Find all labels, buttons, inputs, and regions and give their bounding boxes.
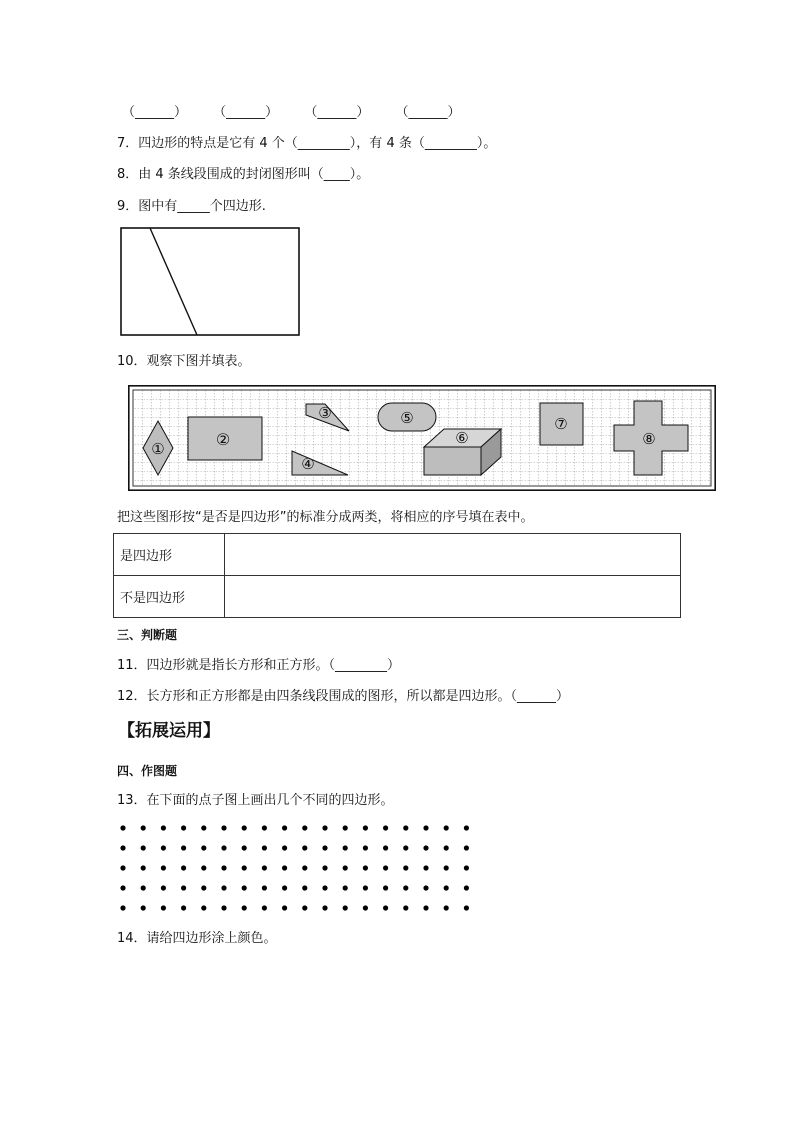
question-13: 13．在下面的点子图上画出几个不同的四边形。 (117, 793, 394, 808)
grid-dot (423, 825, 428, 830)
grid-dot (464, 865, 469, 870)
table-row (114, 576, 681, 618)
shape-label: ⑤ (400, 409, 414, 427)
q10-instruction: 把这些图形按“是否是四边形”的标准分成两类，将相应的序号填在表中。 (117, 510, 534, 525)
grid-dot (120, 845, 125, 850)
grid-dot (302, 905, 307, 910)
grid-dot (242, 845, 247, 850)
question-14: 14．请给四边形涂上颜色。 (117, 931, 277, 946)
grid-dot (201, 865, 206, 870)
grid-dot (302, 885, 307, 890)
grid-dot (343, 845, 348, 850)
grid-dot (161, 825, 166, 830)
question-10: 10．观察下图并填表。 (117, 354, 251, 369)
table-row (114, 534, 681, 576)
grid-dot (403, 885, 408, 890)
grid-dot (242, 905, 247, 910)
grid-dot (343, 825, 348, 830)
shape-6-box-front (424, 447, 481, 475)
grid-dot (363, 885, 368, 890)
grid-dot (141, 825, 146, 830)
answer-cell[interactable] (225, 576, 681, 618)
shape-label: ① (151, 440, 165, 458)
grid-dot (181, 885, 186, 890)
answer-blank[interactable]: （______） (395, 105, 461, 120)
grid-dot (302, 865, 307, 870)
grid-dot (464, 825, 469, 830)
grid-dot (221, 905, 226, 910)
grid-dot (403, 845, 408, 850)
row-label: 不是四边形 (114, 576, 225, 618)
dot-grid[interactable] (116, 820, 476, 916)
grid-dot (464, 885, 469, 890)
shape-label: ⑥ (455, 429, 469, 447)
grid-dot (201, 825, 206, 830)
grid-dot (120, 865, 125, 870)
grid-dot (444, 905, 449, 910)
grid-dot (120, 905, 125, 910)
grid-dot (181, 845, 186, 850)
grid-dot (181, 825, 186, 830)
grid-dot (383, 825, 388, 830)
answer-cell[interactable] (225, 534, 681, 576)
shapes-grid (128, 385, 716, 491)
answer-blank[interactable]: （______） (122, 105, 188, 120)
extension-heading: 【拓展运用】 (118, 721, 220, 741)
grid-dot (423, 865, 428, 870)
question-11: 11．四边形就是指长方形和正方形。（________） (117, 658, 401, 673)
grid-dot (161, 885, 166, 890)
question-7: 7．四边形的特点是它有 4 个（________），有 4 条（________）。 (117, 136, 497, 151)
grid-dot (383, 885, 388, 890)
q6-answer-blanks (122, 104, 482, 122)
grid-dot (181, 905, 186, 910)
grid-dot (363, 825, 368, 830)
grid-dot (141, 905, 146, 910)
grid-dot (161, 845, 166, 850)
grid-dot (282, 845, 287, 850)
shape-label: ③ (318, 404, 332, 422)
grid-dot (161, 905, 166, 910)
grid-dot (464, 845, 469, 850)
grid-dot (141, 845, 146, 850)
grid-dot (262, 865, 267, 870)
grid-dot (383, 865, 388, 870)
grid-dot (282, 905, 287, 910)
grid-dot (282, 825, 287, 830)
grid-dot (221, 845, 226, 850)
answer-blank[interactable]: （______） (304, 105, 370, 120)
grid-dot (161, 865, 166, 870)
grid-dot (444, 845, 449, 850)
grid-dot (322, 905, 327, 910)
grid-dot (262, 825, 267, 830)
question-12: 12．长方形和正方形都是由四条线段围成的图形，所以都是四边形。（______） (117, 689, 570, 704)
grid-dot (383, 905, 388, 910)
grid-dot (242, 885, 247, 890)
grid-dot (302, 845, 307, 850)
classification-table (113, 533, 681, 618)
grid-dot (322, 885, 327, 890)
grid-dot (201, 845, 206, 850)
grid-dot (120, 825, 125, 830)
section-3-title: 三、判断题 (117, 628, 178, 642)
grid-dot (282, 885, 287, 890)
grid-dot (181, 865, 186, 870)
grid-dot (322, 865, 327, 870)
grid-dot (221, 885, 226, 890)
shape-label: ⑦ (554, 415, 568, 433)
grid-dot (403, 865, 408, 870)
answer-blank[interactable]: （______） (213, 105, 279, 120)
grid-dot (444, 825, 449, 830)
grid-dot (343, 865, 348, 870)
grid-dot (242, 865, 247, 870)
grid-dot (201, 885, 206, 890)
shape-label: ⑧ (642, 430, 656, 448)
grid-dot (363, 845, 368, 850)
grid-dot (423, 905, 428, 910)
grid-dot (262, 885, 267, 890)
quadrilateral-figure (120, 227, 300, 336)
grid-dot (282, 865, 287, 870)
row-label: 是四边形 (114, 534, 225, 576)
shape-label: ② (215, 430, 231, 449)
grid-dot (464, 905, 469, 910)
grid-dot (343, 905, 348, 910)
grid-dot (403, 905, 408, 910)
grid-dot (423, 885, 428, 890)
grid-dot (363, 905, 368, 910)
grid-dot (262, 905, 267, 910)
section-4-title: 四、作图题 (117, 764, 178, 778)
grid-dot (221, 865, 226, 870)
grid-dot (141, 865, 146, 870)
grid-dot (302, 825, 307, 830)
grid-dot (141, 885, 146, 890)
grid-dot (444, 885, 449, 890)
grid-dot (262, 845, 267, 850)
grid-dot (343, 885, 348, 890)
shape-label: ④ (301, 455, 315, 473)
grid-dot (120, 885, 125, 890)
grid-dot (423, 845, 428, 850)
grid-dot (322, 845, 327, 850)
grid-dot (403, 825, 408, 830)
grid-dot (363, 865, 368, 870)
question-9: 9．图中有_____个四边形. (117, 199, 266, 214)
grid-dot (242, 825, 247, 830)
grid-dot (444, 865, 449, 870)
grid-dot (221, 825, 226, 830)
grid-dot (383, 845, 388, 850)
grid-dot (201, 905, 206, 910)
question-8: 8．由 4 条线段围成的封闭图形叫（____）。 (117, 167, 370, 182)
grid-dot (322, 825, 327, 830)
